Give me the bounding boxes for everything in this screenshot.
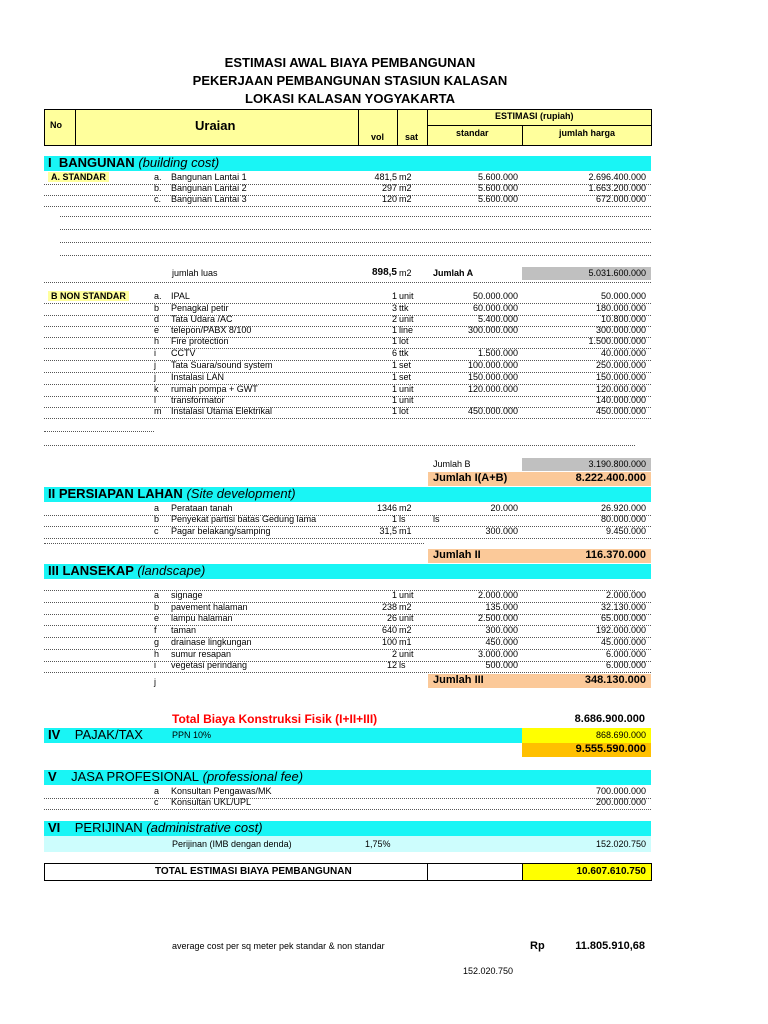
b-nonstandar-label: B NON STANDAR — [48, 291, 129, 301]
table-row — [44, 373, 651, 385]
jumlah-b-label: Jumlah B — [433, 459, 471, 469]
table-row — [44, 349, 651, 361]
grand-total-value: 10.607.610.750 — [576, 866, 646, 877]
row-std: 60.000.000 — [472, 303, 518, 313]
jumlah-b-row — [44, 458, 651, 472]
row-jml: 180.000.000 — [595, 303, 646, 313]
row-item: taman — [171, 625, 197, 635]
row-vol: 12 — [386, 660, 397, 670]
section-iv-title: PAJAK/TAX — [74, 727, 143, 742]
row-std: 1.500.000 — [477, 348, 518, 358]
row-std: 150.000.000 — [467, 372, 518, 382]
row-item: Tata Suara/sound system — [171, 360, 273, 370]
section-v-band — [44, 770, 651, 785]
row-vol: 1 — [391, 395, 397, 405]
row-sat: m1 — [399, 637, 412, 647]
row-vol: 481,5 — [374, 172, 397, 182]
table-row — [44, 527, 651, 539]
row-std: 300.000.000 — [467, 325, 518, 335]
row-vol: 6 — [391, 348, 397, 358]
row-item: drainase lingkungan — [171, 637, 252, 647]
row-letter: c — [154, 526, 159, 536]
row-jml: 250.000.000 — [595, 360, 646, 370]
jumlah-luas-sat: m2 — [399, 268, 412, 278]
header-no: No — [50, 120, 62, 130]
row-sat: m2 — [399, 172, 412, 182]
blank-row — [60, 229, 651, 230]
row-std: 135.000 — [485, 602, 518, 612]
row-letter: d — [154, 314, 160, 324]
a-standar-label: A. STANDAR — [48, 172, 109, 182]
row-item: Fire protection — [171, 336, 229, 346]
jumlah-iii-label: Jumlah III — [433, 674, 484, 686]
row-jml: 2.696.400.000 — [588, 172, 646, 182]
row-sat: lot — [399, 406, 409, 416]
jumlah-ii-value: 116.370.000 — [585, 549, 646, 561]
table-row — [44, 614, 651, 626]
row-item: Tata Udara /AC — [171, 314, 233, 324]
row-sat: set — [399, 372, 412, 382]
section-ii-band — [44, 487, 651, 502]
row-item: Perataan tanah — [171, 503, 233, 513]
section-vi-roman: VI — [48, 820, 61, 835]
jumlah-ii-row — [428, 549, 651, 563]
perijinan-row — [44, 836, 651, 852]
row-letter: j — [154, 360, 156, 370]
row-vol: 1 — [391, 514, 397, 524]
row-std: 2.500.000 — [477, 613, 518, 623]
row-vol: 1 — [391, 336, 397, 346]
row-sat: ttk — [399, 303, 409, 313]
row-sat: m2 — [399, 625, 412, 635]
row-vol: 3 — [391, 303, 397, 313]
title-line-3: LOKASI KALASAN YOGYAKARTA — [245, 91, 455, 106]
row-vol: 2 — [391, 649, 397, 659]
grand-total-row — [44, 863, 652, 881]
jumlah-a-label: Jumlah A — [433, 268, 474, 278]
header-standar: standar — [456, 128, 489, 138]
row-jml: 2.000.000 — [605, 590, 646, 600]
row-letter: m — [154, 406, 162, 416]
row-letter: a — [154, 786, 160, 796]
section-v-roman: V — [48, 769, 57, 784]
section-iii-subtitle: (landscape) — [137, 563, 206, 578]
header-vol: vol — [371, 132, 385, 142]
row-item: Instalasi LAN — [171, 372, 225, 382]
row-sat: ttk — [399, 348, 409, 358]
blank-row — [60, 255, 651, 256]
row-jml: 40.000.000 — [600, 348, 646, 358]
title-line-1: ESTIMASI AWAL BIAYA PEMBANGUNAN — [224, 55, 476, 70]
table-row — [44, 798, 651, 810]
jumlah-iii-value: 348.130.000 — [584, 674, 646, 686]
row-vol: 1 — [391, 590, 397, 600]
row-sat: m2 — [399, 602, 412, 612]
title-line-2: PEKERJAAN PEMBANGUNAN STASIUN KALASAN — [192, 73, 508, 88]
row-std: 3.000.000 — [477, 649, 518, 659]
ppn-label: PPN 10% — [172, 730, 212, 740]
row-item: Bangunan Lantai 2 — [171, 183, 247, 193]
row-sat: unit — [399, 291, 414, 301]
blank-row — [60, 242, 651, 243]
section-v-title: JASA PROFESIONAL — [71, 769, 199, 784]
row-sat: m2 — [399, 194, 412, 204]
perijinan-item: Perijinan (IMB dengan denda) — [172, 839, 292, 849]
row-std: 2.000.000 — [477, 590, 518, 600]
section-v-subtitle: (professional fee) — [202, 769, 304, 784]
table-row — [44, 407, 651, 419]
row-jml: 120.000.000 — [595, 384, 646, 394]
row-sat: unit — [399, 314, 414, 324]
grand-total-label: TOTAL ESTIMASI BIAYA PEMBANGUNAN — [155, 866, 352, 877]
row-sat: m1 — [399, 526, 412, 536]
row-jml: 450.000.000 — [595, 406, 646, 416]
row-std: 450.000 — [485, 637, 518, 647]
row-sat: m2 — [399, 503, 412, 513]
row-letter: a — [154, 503, 160, 513]
section-vi-subtitle: (administrative cost) — [146, 820, 263, 835]
table-row — [44, 661, 651, 673]
jumlah-ab-label: Jumlah I(A+B) — [433, 472, 508, 484]
row-sat: lot — [399, 336, 409, 346]
row-vol: 1 — [391, 360, 397, 370]
section-i-band — [44, 156, 651, 171]
row-item: Bangunan Lantai 1 — [171, 172, 247, 182]
jumlah-luas-vol: 898,5 — [371, 267, 397, 278]
row-jml: 700.000.000 — [595, 786, 646, 796]
header-sat: sat — [405, 132, 419, 142]
table-row — [44, 361, 651, 373]
row-vol: 297 — [381, 183, 397, 193]
row-jml: 9.450.000 — [605, 526, 646, 536]
row-sat: unit — [399, 384, 414, 394]
row-letter: b — [154, 303, 160, 313]
row-sat: m2 — [399, 183, 412, 193]
table-header — [44, 109, 652, 146]
row-extra-ls: ls — [433, 514, 440, 524]
row-vol: 120 — [381, 194, 397, 204]
table-row — [44, 591, 651, 603]
section-i-title: BANGUNAN — [58, 155, 135, 170]
blank-row — [60, 216, 651, 217]
row-item: Instalasi Utama Elektrikal — [171, 406, 273, 416]
header-jumlah-harga: jumlah harga — [559, 128, 616, 138]
row-sat: ls — [399, 660, 406, 670]
row-letter: j — [154, 372, 156, 382]
row-letter: h — [154, 336, 160, 346]
section-iii-title: III LANSEKAP — [48, 563, 134, 578]
row-jml: 65.000.000 — [600, 613, 646, 623]
jumlah-ab-row — [428, 472, 651, 486]
row-sat: ls — [399, 514, 406, 524]
row-std: 450.000.000 — [467, 406, 518, 416]
header-uraian: Uraian — [195, 118, 236, 133]
subtotal-value: 9.555.590.000 — [575, 743, 646, 755]
jumlah-iii-row — [428, 674, 651, 688]
section-iii-last-letter: j — [154, 677, 156, 687]
row-std: 5.400.000 — [477, 314, 518, 324]
perijinan-value: 152.020.750 — [595, 839, 646, 849]
row-letter: h — [154, 649, 160, 659]
row-letter: k — [154, 384, 159, 394]
row-item: Konsultan UKL/UPL — [171, 797, 252, 807]
row-item: rumah pompa + GWT — [171, 384, 258, 394]
row-vol: 26 — [386, 613, 397, 623]
ppn-value: 868.690.000 — [595, 730, 646, 740]
row-std: 20.000 — [490, 503, 518, 513]
row-vol: 2 — [391, 314, 397, 324]
total-fisik-label: Total Biaya Konstruksi Fisik (I+II+III) — [172, 712, 378, 726]
row-sat: unit — [399, 649, 414, 659]
row-vol: 1 — [391, 325, 397, 335]
subtotal-row — [522, 743, 651, 757]
section-iii-band — [44, 564, 651, 579]
row-jml: 1.663.200.000 — [588, 183, 646, 193]
section-i-roman: I — [48, 155, 52, 170]
total-fisik-value: 8.686.900.000 — [574, 713, 645, 725]
row-letter: c. — [154, 194, 162, 204]
row-item: Penagkal petir — [171, 303, 229, 313]
row-item: Konsultan Pengawas/MK — [171, 786, 272, 796]
row-jml: 150.000.000 — [595, 372, 646, 382]
blank-row — [44, 543, 424, 544]
row-vol: 1 — [391, 291, 397, 301]
row-item: Pagar belakang/samping — [171, 526, 271, 536]
row-item: sumur resapan — [171, 649, 232, 659]
row-std: 5.600.000 — [477, 172, 518, 182]
row-jml: 140.000.000 — [595, 395, 646, 405]
row-letter: a. — [154, 291, 162, 301]
table-row — [44, 337, 651, 349]
row-jml: 50.000.000 — [600, 291, 646, 301]
section-ii-subtitle: (Site development) — [186, 486, 296, 501]
row-jml: 192.000.000 — [595, 625, 646, 635]
row-item: CCTV — [171, 348, 196, 358]
row-letter: a — [154, 590, 160, 600]
row-letter: f — [154, 625, 157, 635]
row-sat: unit — [399, 613, 414, 623]
row-jml: 32.130.000 — [600, 602, 646, 612]
row-item: IPAL — [171, 291, 190, 301]
section-i-subtitle: (building cost) — [138, 155, 220, 170]
row-std: 50.000.000 — [472, 291, 518, 301]
row-jml: 300.000.000 — [595, 325, 646, 335]
blank-row — [44, 431, 154, 432]
row-item: transformator — [171, 395, 225, 405]
section-ii-title: II PERSIAPAN LAHAN — [48, 486, 183, 501]
row-item: pavement halaman — [171, 602, 248, 612]
section-iv-band — [44, 728, 651, 743]
blank-row — [44, 445, 635, 446]
row-vol: 1346 — [376, 503, 397, 513]
jumlah-ab-value: 8.222.400.000 — [575, 472, 646, 484]
row-vol: 1 — [391, 372, 397, 382]
row-item: signage — [171, 590, 203, 600]
row-jml: 26.920.000 — [600, 503, 646, 513]
row-vol: 100 — [381, 637, 397, 647]
table-row — [44, 626, 651, 638]
row-sat: unit — [399, 395, 414, 405]
row-letter: i — [154, 660, 156, 670]
header-estimasi: ESTIMASI (rupiah) — [495, 111, 574, 121]
row-vol: 31,5 — [379, 526, 397, 536]
row-jml: 45.000.000 — [600, 637, 646, 647]
row-vol: 1 — [391, 384, 397, 394]
avg-cost-rp: Rp — [530, 940, 545, 952]
row-item: Bangunan Lantai 3 — [171, 194, 247, 204]
jumlah-luas-label: jumlah luas — [172, 268, 218, 278]
row-std: 300.000 — [485, 625, 518, 635]
row-jml: 1.500.000.000 — [588, 336, 646, 346]
row-item: vegetasi perindang — [171, 660, 248, 670]
row-letter: e — [154, 325, 160, 335]
row-jml: 672.000.000 — [595, 194, 646, 204]
row-vol: 238 — [381, 602, 397, 612]
section-iv-roman: IV — [48, 727, 61, 742]
row-jml: 6.000.000 — [605, 649, 646, 659]
jumlah-b-value: 3.190.800.000 — [588, 459, 646, 469]
row-std: 500.000 — [485, 660, 518, 670]
row-sat: unit — [399, 590, 414, 600]
bottom-number: 152.020.750 — [463, 966, 514, 976]
row-sat: line — [399, 325, 414, 335]
row-item: Penyekat partisi batas Gedung lama — [171, 514, 317, 524]
row-letter: a. — [154, 172, 162, 182]
jumlah-ii-label: Jumlah II — [433, 549, 481, 561]
row-letter: g — [154, 637, 160, 647]
table-row — [44, 292, 651, 304]
row-vol: 640 — [381, 625, 397, 635]
table-row — [44, 515, 651, 527]
row-item: telepon/PABX 8/100 — [171, 325, 252, 335]
row-letter: b — [154, 602, 160, 612]
row-letter: i — [154, 348, 156, 358]
row-letter: l — [154, 395, 156, 405]
table-row — [44, 638, 651, 650]
row-sat: set — [399, 360, 412, 370]
row-jml: 10.800.000 — [600, 314, 646, 324]
row-jml: 200.000.000 — [595, 797, 646, 807]
section-vi-title: PERIJINAN — [74, 820, 143, 835]
row-vol: 1 — [391, 406, 397, 416]
avg-cost-label: average cost per sq meter pek standar & non standar — [172, 941, 385, 951]
row-jml: 80.000.000 — [600, 514, 646, 524]
avg-cost-value: 11.805.910,68 — [575, 940, 645, 952]
perijinan-pct: 1,75% — [365, 839, 391, 849]
section-vi-band — [44, 821, 651, 836]
row-std: 300.000 — [485, 526, 518, 536]
row-letter: b — [154, 514, 160, 524]
row-std: 120.000.000 — [467, 384, 518, 394]
row-letter: b. — [154, 183, 162, 193]
jumlah-a-value: 5.031.600.000 — [588, 268, 646, 278]
jumlah-a-row — [44, 267, 651, 281]
row-std: 5.600.000 — [477, 183, 518, 193]
row-std: 5.600.000 — [477, 194, 518, 204]
table-row — [44, 195, 651, 207]
row-jml: 6.000.000 — [605, 660, 646, 670]
row-letter: e — [154, 613, 160, 623]
row-letter: c — [154, 797, 159, 807]
row-item: lampu halaman — [171, 613, 233, 623]
row-std: 100.000.000 — [467, 360, 518, 370]
